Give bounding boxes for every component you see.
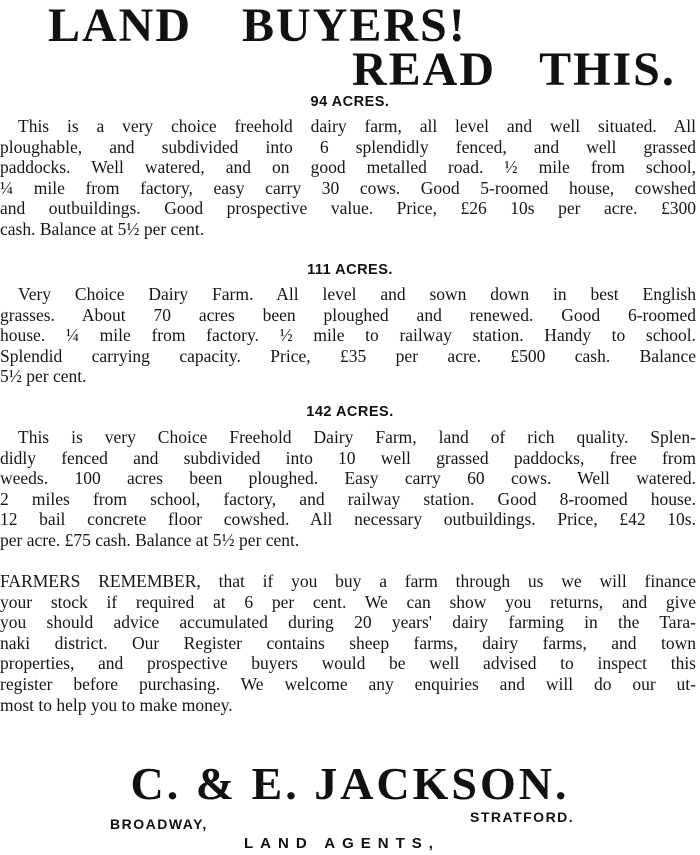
- text-line: weeds. 100 acres been ploughed. Easy carry 60 cows. Well watered.: [0, 468, 696, 489]
- text-line: FARMERS REMEMBER, that if you buy a farm through us we will finance: [0, 571, 696, 591]
- listing-heading: 94 ACRES.: [310, 94, 390, 110]
- text-line: per acre. £75 cash. Balance at 5½ per cent.: [0, 529, 300, 550]
- listing-heading: 111 ACRES.: [307, 262, 393, 278]
- listing-description: [0, 284, 696, 387]
- headline-line-2: READ THIS.: [352, 43, 676, 96]
- land-agents-label: LAND AGENTS,: [244, 835, 440, 852]
- listing-heading: 142 ACRES.: [306, 404, 394, 420]
- text-line: your stock if required at 6 per cent. We can show you returns, and give: [0, 591, 696, 612]
- text-line: ploughable, and subdivided into 6 splendidly fenced, and well grassed: [0, 136, 696, 157]
- text-line: This is very Choice Freehold Dairy Farm, land of rich quality. Splen-: [18, 427, 696, 447]
- text-line: paddocks. Well watered, and on good metalled road. ½ mile from school,: [0, 157, 696, 178]
- text-line: and outbuildings. Good prospective value. Price, £26 10s per acre. £300: [0, 198, 696, 219]
- text-line: most to help you to make money.: [0, 694, 233, 715]
- text-line: 5½ per cent.: [0, 366, 87, 387]
- listing-description: [0, 427, 696, 551]
- text-line: register before purchasing. We welcome any enquiries and will do our ut-: [0, 673, 696, 694]
- text-line: This is a very choice freehold dairy farm, all level and well situated. All: [18, 116, 696, 136]
- text-line: Splendid carrying capacity. Price, £35 per acre. £500 cash. Balance: [0, 345, 696, 366]
- listing-description: [0, 116, 696, 240]
- text-line: naki district. Our Register contains sheep farms, dairy farms, and town: [0, 632, 696, 653]
- headline-line-1: LAND BUYERS!: [48, 0, 467, 52]
- farmers-remember-paragraph: [0, 571, 696, 715]
- address-stratford: STRATFORD.: [470, 809, 575, 825]
- text-line: Very Choice Dairy Farm. All level and sown down in best English: [18, 284, 696, 304]
- text-line: didly fenced and subdivided into 10 well grassed paddocks, free from: [0, 447, 696, 468]
- text-line: ¼ mile from factory, easy carry 30 cows. Good 5-roomed house, cowshed: [0, 177, 696, 198]
- firm-name: C. & E. JACKSON.: [130, 758, 570, 809]
- text-line: you should advice accumulated during 20 years' dairy farming in the Tara-: [0, 612, 696, 633]
- text-line: 12 bail concrete floor cowshed. All necessary outbuildings. Price, £42 10s.: [0, 509, 696, 530]
- text-line: house. ¼ mile from factory. ½ mile to railway station. Handy to school.: [0, 325, 696, 346]
- text-line: grasses. About 70 acres been ploughed and renewed. Good 6-roomed: [0, 304, 696, 325]
- text-line: properties, and prospective buyers would be well advised to inspect this: [0, 653, 696, 674]
- address-broadway: BROADWAY,: [110, 816, 208, 832]
- text-line: 2 miles from school, factory, and railway station. Good 8-roomed house.: [0, 488, 696, 509]
- text-line: cash. Balance at 5½ per cent.: [0, 218, 205, 239]
